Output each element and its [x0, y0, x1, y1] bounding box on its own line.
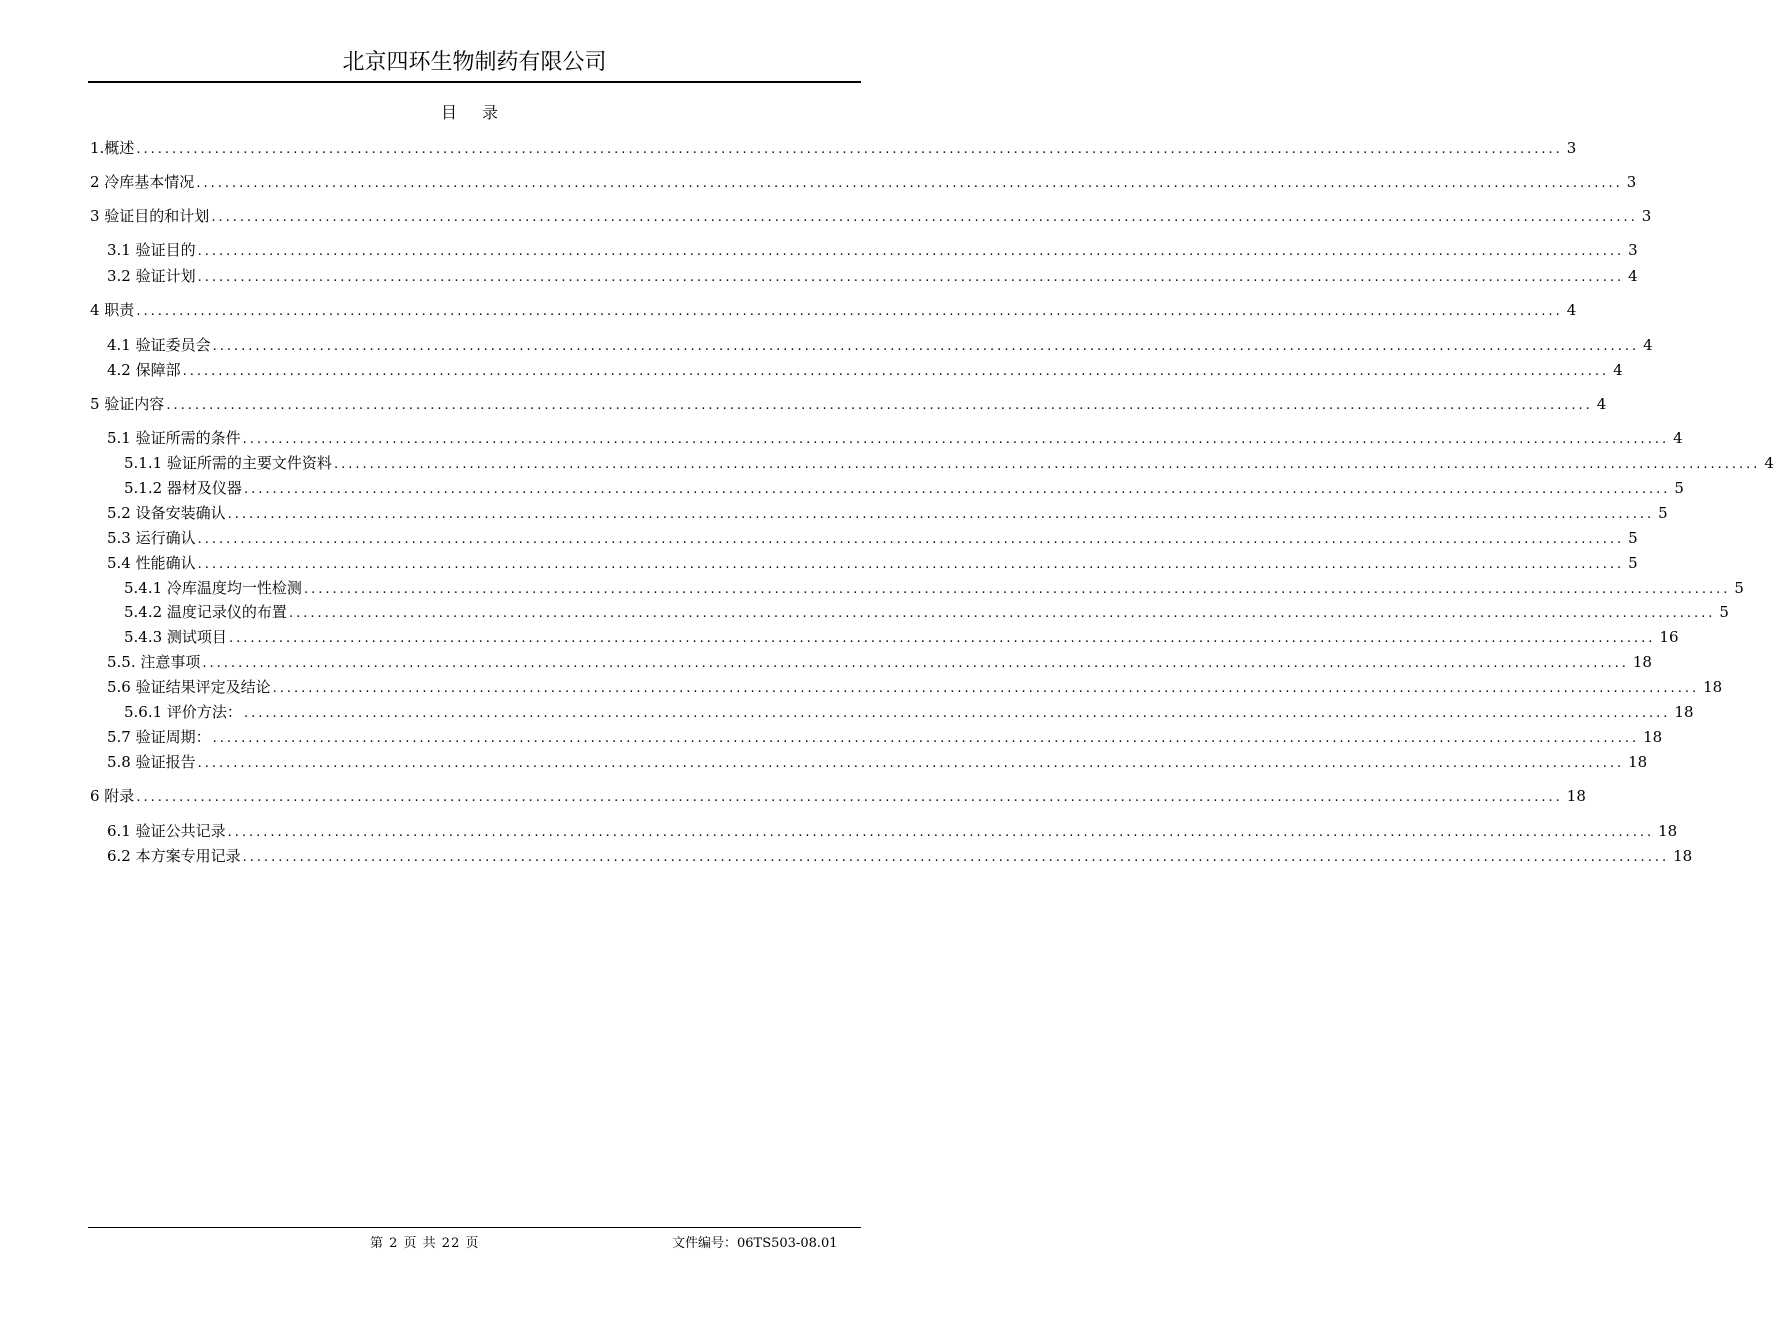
toc-entry-page: 5: [1628, 529, 1638, 547]
toc-entry-label: 5.1 验证所需的条件: [107, 429, 241, 447]
toc-entry-label: 6 附录: [90, 787, 135, 805]
toc-entry-label: 6.2 本方案专用记录: [107, 847, 241, 865]
dot-leader: ........................................................................................................................................................................................................: [212, 339, 1640, 354]
dot-leader: ........................................................................................................................................................................................................: [197, 756, 1625, 771]
dot-leader: ........................................................................................................................................................................................................: [211, 210, 1638, 225]
toc-entry[interactable]: [107, 527, 1638, 549]
toc-entry-page: 18: [1674, 703, 1694, 721]
toc-entry-page: 3: [1566, 139, 1577, 157]
dot-leader: ........................................................................................................................................................................................................: [242, 850, 1670, 865]
footer-page-info: 第 2 页 共 22 页: [370, 1236, 480, 1251]
footer-doc-number: 文件编号：06TS503-08.01: [672, 1236, 838, 1251]
toc-entry-page: 18: [1566, 787, 1586, 805]
toc-entry-label: 3.1 验证目的: [107, 241, 196, 259]
toc-entry-label: 5.5. 注意事项: [107, 653, 201, 671]
dot-leader: ........................................................................................................................................................................................................: [136, 790, 1563, 805]
toc-entry[interactable]: [107, 845, 1693, 867]
toc-entry[interactable]: [107, 726, 1663, 748]
toc-entry[interactable]: [107, 751, 1648, 773]
dot-leader: ........................................................................................................................................................................................................: [212, 731, 1640, 746]
toc-entry[interactable]: [107, 334, 1653, 356]
toc-entry[interactable]: [90, 785, 1586, 807]
toc-entry-page: 4: [1643, 336, 1653, 354]
toc-entry-label: 3 验证目的和计划: [90, 207, 210, 225]
toc-entry-page: 5: [1719, 603, 1729, 621]
dot-leader: ........................................................................................................................................................................................................: [166, 398, 1593, 413]
dot-leader: ........................................................................................................................................................................................................: [136, 142, 1563, 157]
toc-entry-page: 4: [1613, 361, 1623, 379]
toc-entry-label: 5.1.1 验证所需的主要文件资料: [124, 454, 332, 472]
toc-entry-label: 5.2 设备安装确认: [107, 504, 226, 522]
toc-entry-page: 4: [1566, 301, 1577, 319]
dot-leader: ........................................................................................................................................................................................................: [243, 482, 1671, 497]
toc-entry-label: 5.6 验证结果评定及结论: [107, 678, 271, 696]
dot-leader: ........................................................................................................................................................................................................: [197, 532, 1625, 547]
toc-entry[interactable]: [124, 477, 1684, 499]
toc-entry[interactable]: [107, 359, 1623, 381]
toc-entry-label: 5.7 验证周期：: [107, 728, 211, 746]
toc-entry[interactable]: [107, 239, 1638, 261]
toc-entry-page: 5: [1628, 554, 1638, 572]
toc-entry[interactable]: [107, 502, 1668, 524]
toc-entry-page: 3: [1626, 173, 1637, 191]
dot-leader: ........................................................................................................................................................................................................: [136, 304, 1563, 319]
toc-entry[interactable]: [107, 552, 1638, 574]
toc-entry-page: 3: [1628, 241, 1638, 259]
dot-leader: ........................................................................................................................................................................................................: [197, 270, 1625, 285]
toc-entry-page: 18: [1658, 822, 1678, 840]
toc-entry-page: 4: [1764, 454, 1774, 472]
dot-leader: ........................................................................................................................................................................................................: [182, 364, 1610, 379]
toc-entry-label: 3.2 验证计划: [107, 267, 196, 285]
dot-leader: ........................................................................................................................................................................................................: [242, 432, 1670, 447]
toc-entry[interactable]: [124, 626, 1679, 648]
toc-entry-page: 18: [1628, 753, 1648, 771]
toc-entry-label: 5 验证内容: [90, 395, 165, 413]
toc-entry-page: 3: [1641, 207, 1652, 225]
dot-leader: ........................................................................................................................................................................................................: [197, 244, 1625, 259]
toc-entry-page: 18: [1703, 678, 1723, 696]
toc-entry-page: 18: [1632, 653, 1652, 671]
toc-entry-label: 6.1 验证公共记录: [107, 822, 226, 840]
toc-entry-page: 18: [1673, 847, 1693, 865]
toc-entry-label: 5.4.1 冷库温度均一性检测: [124, 579, 302, 597]
toc-entry-label: 5.3 运行确认: [107, 529, 196, 547]
dot-leader: ........................................................................................................................................................................................................: [288, 606, 1716, 621]
toc-entry[interactable]: [107, 676, 1723, 698]
toc-entry-label: 5.4 性能确认: [107, 554, 196, 572]
company-name: 北京四环生物制药有限公司: [342, 50, 607, 75]
toc-entry-page: 4: [1673, 429, 1683, 447]
dot-leader: ........................................................................................................................................................................................................: [272, 681, 1700, 696]
footer-rule: [88, 1227, 861, 1228]
toc-entry[interactable]: [90, 205, 1652, 227]
toc-entry[interactable]: [107, 820, 1678, 842]
toc-entry-page: 16: [1659, 628, 1679, 646]
dot-leader: ........................................................................................................................................................................................................: [243, 706, 1671, 721]
toc-entry-label: 4.2 保障部: [107, 361, 181, 379]
dot-leader: ........................................................................................................................................................................................................: [303, 582, 1731, 597]
toc-entry-label: 1.概述: [90, 139, 135, 157]
toc-entry-page: 5: [1674, 479, 1684, 497]
toc-entry[interactable]: [107, 651, 1652, 673]
dot-leader: ........................................................................................................................................................................................................: [196, 176, 1623, 191]
toc-entry-label: 5.4.2 温度记录仪的布置: [124, 603, 287, 621]
toc-entry-label: 2 冷库基本情况: [90, 173, 195, 191]
dot-leader: ........................................................................................................................................................................................................: [197, 557, 1625, 572]
toc-entry[interactable]: [90, 299, 1577, 321]
toc-entry[interactable]: [90, 137, 1577, 159]
toc-entry-page: 4: [1628, 267, 1638, 285]
toc-entry-label: 4 职责: [90, 301, 135, 319]
toc-entry-page: 5: [1734, 579, 1744, 597]
toc-entry-label: 5.1.2 器材及仪器: [124, 479, 242, 497]
toc-entry-label: 4.1 验证委员会: [107, 336, 211, 354]
toc-entry[interactable]: [107, 265, 1638, 287]
toc-entry-label: 5.4.3 测试项目: [124, 628, 227, 646]
toc-entry[interactable]: [124, 577, 1744, 599]
toc-title: 目 录: [440, 103, 509, 122]
toc-entry[interactable]: [90, 171, 1637, 193]
toc-entry[interactable]: [124, 601, 1729, 623]
dot-leader: ........................................................................................................................................................................................................: [228, 631, 1656, 646]
dot-leader: ........................................................................................................................................................................................................: [227, 825, 1655, 840]
toc-entry[interactable]: [90, 393, 1607, 415]
toc-entry-label: 5.8 验证报告: [107, 753, 196, 771]
toc-entry-page: 5: [1658, 504, 1668, 522]
toc-entry[interactable]: [124, 701, 1694, 723]
toc-entry-page: 18: [1643, 728, 1663, 746]
toc-entry[interactable]: [124, 452, 1774, 474]
dot-leader: ........................................................................................................................................................................................................: [333, 457, 1761, 472]
toc-entry-page: 4: [1596, 395, 1607, 413]
dot-leader: ........................................................................................................................................................................................................: [227, 507, 1655, 522]
toc-entry[interactable]: [107, 427, 1683, 449]
toc-entry-label: 5.6.1 评价方法：: [124, 703, 242, 721]
dot-leader: ........................................................................................................................................................................................................: [202, 656, 1629, 671]
